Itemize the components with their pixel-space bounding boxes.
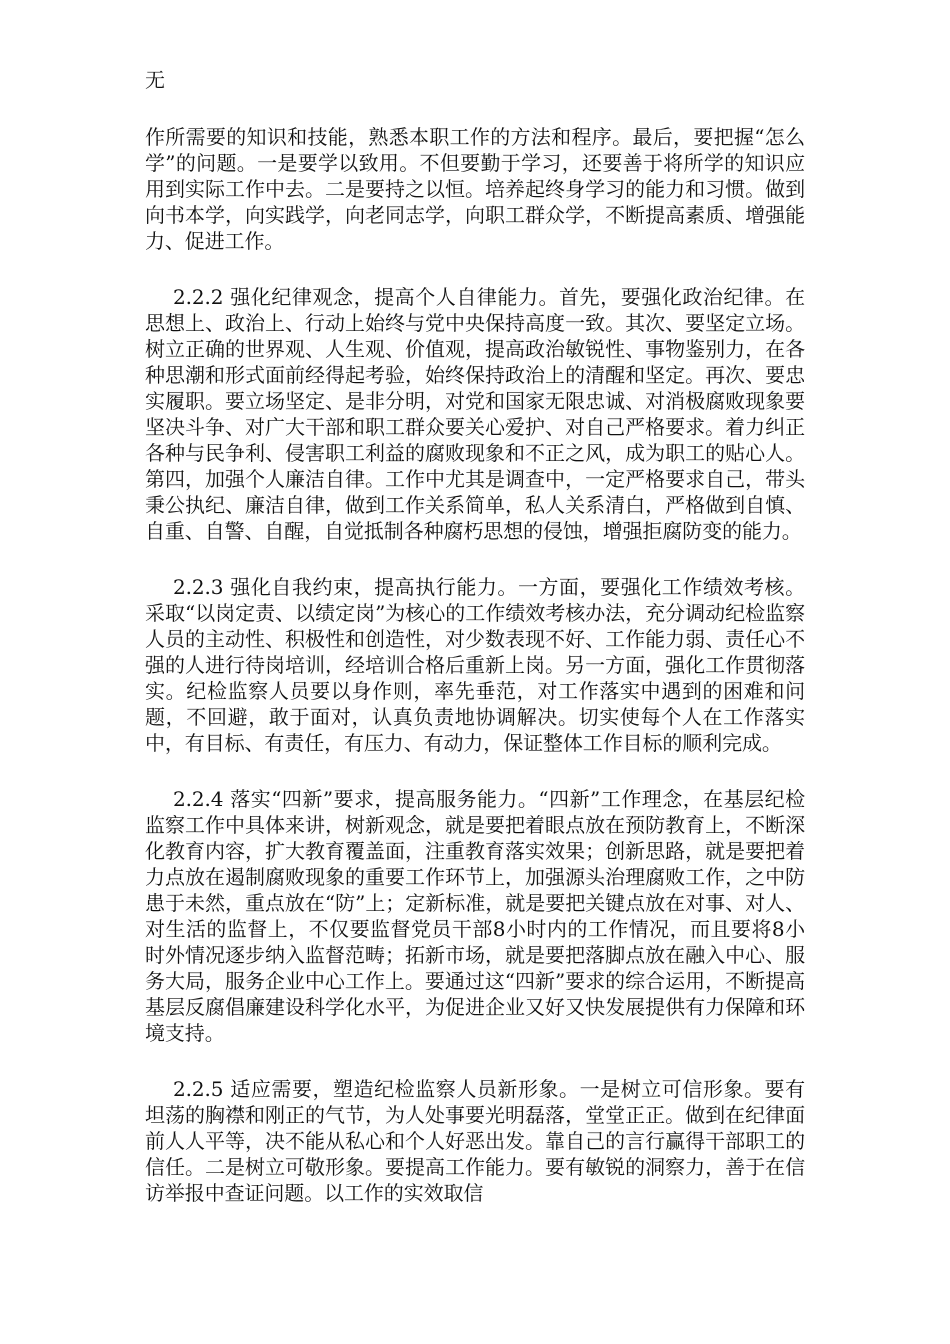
page-header: 无 — [145, 68, 165, 92]
paragraph-2-2-3: 2.2.3 强化自我约束，提高执行能力。一方面，要强化工作绩效考核。采取“以岗定责、以绩定岗”为核心的工作绩效考核办法，充分调动纪检监察人员的主动性、积极性和创造性，对少数表现不好、工作能力弱、责任心不强的人进行待岗培训，经培训合格后重新上岗。另一方面，强化工作贯彻落实。纪检监察人员要以身作则，率先垂范，对工作落实中遇到的困难和问题，不回避，敢于面对，认真负责地协调解决。切实使每个人在工作落实中，有目标、有责任，有压力、有动力，保证整体工作目标的顺利完成。 — [145, 575, 805, 755]
paragraph-2-2-5: 2.2.5 适应需要，塑造纪检监察人员新形象。一是树立可信形象。要有坦荡的胸襟和刚正的气节，为人处事要光明磊落，堂堂正正。做到在纪律面前人人平等，决不能从私心和个人好恶出发。靠自己的言行赢得干部职工的信任。二是树立可敬形象。要提高工作能力。要有敏锐的洞察力，善于在信访举报中查证问题。以工作的实效取信 — [145, 1077, 805, 1205]
paragraph-2-2-2: 2.2.2 强化纪律观念，提高个人自律能力。首先，要强化政治纪律。在思想上、政治上、行动上始终与党中央保持高度一致。其次、要坚定立场。树立正确的世界观、人生观、价值观，提高政治敏锐性、事物鉴别力，在各种思潮和形式面前经得起考验，始终保持政治上的清醒和坚定。再次、要忠实履职。要立场坚定、是非分明，对党和国家无限忠诚、对消极腐败现象要坚决斗争、对广大干部和职工群众要关心爱护、对自己严格要求。着力纠正各种与民争利、侵害职工利益的腐败现象和不正之风，成为职工的贴心人。第四，加强个人廉洁自律。工作中尤其是调查中，一定严格要求自己，带头秉公执纪、廉洁自律，做到工作关系简单，私人关系清白，严格做到自慎、自重、自警、自醒，自觉抵制各种腐朽思想的侵蚀，增强拒腐防变的能力。 — [145, 285, 805, 543]
paragraph-intro: 作所需要的知识和技能，熟悉本职工作的方法和程序。最后，要把握“怎么学”的问题。一是要学以致用。不但要勤于学习，还要善于将所学的知识应用到实际工作中去。二是要持之以恒。培养起终身学习的能力和习惯。做到向书本学，向实践学，向老同志学，向职工群众学，不断提高素质、增强能力、促进工作。 — [145, 125, 805, 253]
paragraph-2-2-4: 2.2.4 落实“四新”要求，提高服务能力。“四新”工作理念，在基层纪检监察工作中具体来讲，树新观念，就是要把着眼点放在预防教育上，不断深化教育内容，扩大教育覆盖面，注重教育落实效果；创新思路，就是要把着力点放在遏制腐败现象的重要工作环节上，加强源头治理腐败工作，之中防患于未然，重点放在“防”上；定新标准，就是要把关键点放在对事、对人、对生活的监督上，不仅要监督党员干部8小时内的工作情况，而且要将8小时外情况逐步纳入监督范畴；拓新市场，就是要把落脚点放在融入中心、服务大局，服务企业中心工作上。要通过这“四新”要求的综合运用，不断提高基层反腐倡廉建设科学化水平，为促进企业又好又快发展提供有力保障和环境支持。 — [145, 787, 805, 1045]
document-body — [145, 124, 805, 1236]
